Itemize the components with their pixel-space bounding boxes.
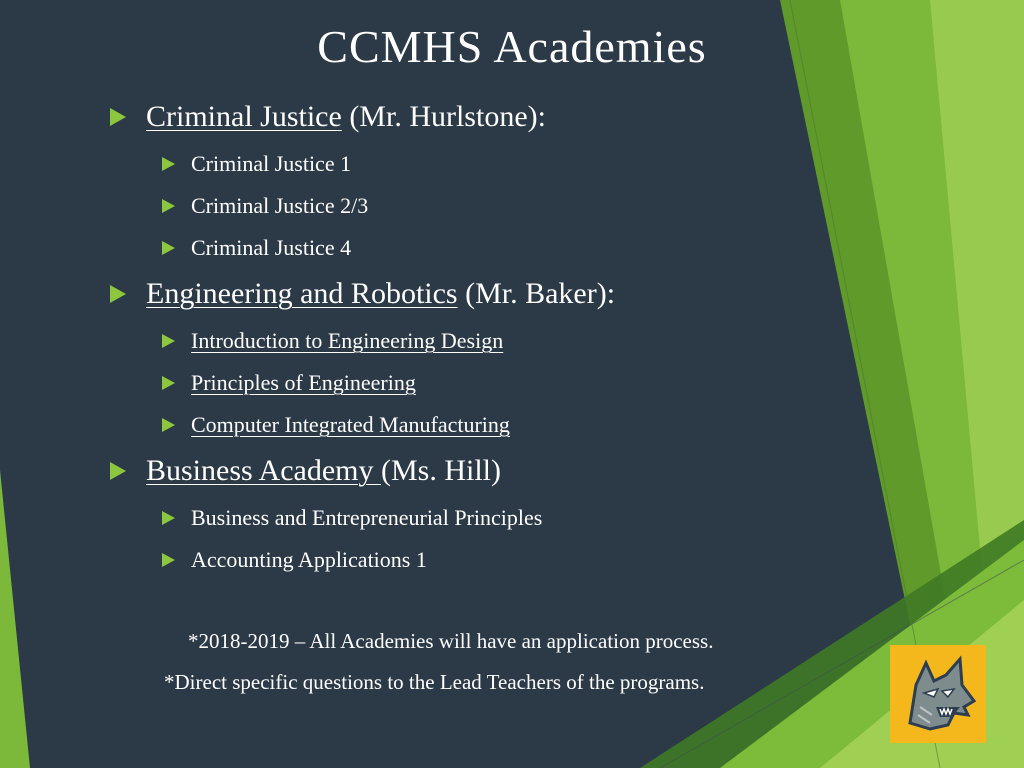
academy-teacher: (Ms. Hill) bbox=[380, 454, 501, 487]
academy-teacher: (Mr. Baker): bbox=[465, 277, 616, 310]
wolf-mascot-icon bbox=[890, 645, 986, 743]
triangle-bullet-icon bbox=[162, 376, 175, 390]
course-label: Accounting Applications 1 bbox=[191, 547, 427, 572]
triangle-bullet-icon bbox=[110, 108, 126, 126]
triangle-bullet-icon bbox=[162, 334, 175, 348]
academy-teacher: (Mr. Hurlstone): bbox=[349, 100, 546, 133]
course-item bbox=[162, 193, 368, 219]
academy-name[interactable]: Engineering and Robotics bbox=[146, 277, 458, 310]
academy-name[interactable]: Business Academy bbox=[146, 454, 381, 487]
triangle-bullet-icon bbox=[110, 462, 126, 480]
academy-name[interactable]: Criminal Justice bbox=[146, 100, 342, 133]
course-item bbox=[162, 412, 510, 438]
course-item bbox=[162, 370, 416, 396]
course-item bbox=[162, 505, 542, 531]
course-link[interactable]: Introduction to Engineering Design bbox=[191, 328, 504, 353]
course-label: Criminal Justice 2/3 bbox=[191, 193, 369, 218]
course-label: Criminal Justice 1 bbox=[191, 151, 352, 176]
triangle-bullet-icon bbox=[162, 157, 175, 171]
academy-criminal-justice bbox=[110, 100, 546, 134]
triangle-bullet-icon bbox=[162, 418, 175, 432]
triangle-bullet-icon bbox=[162, 199, 175, 213]
triangle-bullet-icon bbox=[162, 553, 175, 567]
course-item bbox=[162, 328, 503, 354]
triangle-bullet-icon bbox=[110, 285, 126, 303]
note-application-process: *2018-2019 – All Academies will have an application process. bbox=[188, 629, 714, 653]
academy-engineering-robotics bbox=[110, 277, 615, 311]
course-link[interactable]: Principles of Engineering bbox=[191, 370, 416, 395]
wolf-mascot-logo bbox=[890, 645, 986, 743]
course-link[interactable]: Computer Integrated Manufacturing bbox=[191, 412, 510, 437]
course-item bbox=[162, 151, 351, 177]
triangle-bullet-icon bbox=[162, 511, 175, 525]
course-item bbox=[162, 235, 351, 261]
course-item bbox=[162, 547, 427, 573]
note-lead-teachers: *Direct specific questions to the Lead Teachers of the programs. bbox=[164, 670, 705, 694]
page-title: CCMHS Academies bbox=[317, 21, 707, 72]
academy-business bbox=[110, 454, 501, 488]
course-label: Criminal Justice 4 bbox=[191, 235, 352, 260]
course-label: Business and Entrepreneurial Principles bbox=[191, 505, 543, 530]
triangle-bullet-icon bbox=[162, 241, 175, 255]
